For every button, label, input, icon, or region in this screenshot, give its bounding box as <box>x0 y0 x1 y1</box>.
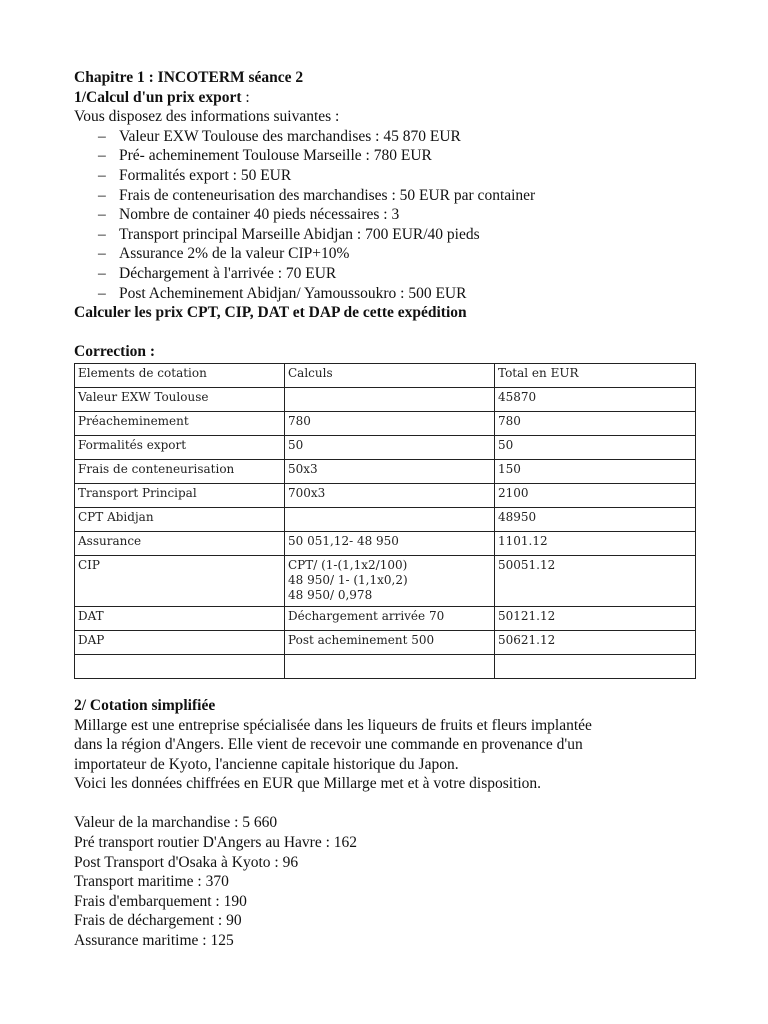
table-cell: 150 <box>495 459 696 483</box>
table-cell: 50121.12 <box>495 606 696 630</box>
table-header-cell: Total en EUR <box>495 363 696 387</box>
data-line: Frais d'embarquement : 190 <box>74 892 247 910</box>
table-cell: 50x3 <box>285 459 495 483</box>
info-item: – Formalités export : 50 EUR <box>98 166 714 186</box>
section1-heading <box>74 88 714 108</box>
table-row <box>75 435 696 459</box>
table-cell: Assurance <box>75 531 285 555</box>
data-line: Assurance maritime : 125 <box>74 932 234 950</box>
table-cell: 50051.12 <box>495 555 696 606</box>
table-cell <box>285 654 495 678</box>
table-header-cell: Elements de cotation <box>75 363 285 387</box>
info-item: – Frais de conteneurisation des marchandises : 50 EUR par container <box>98 186 714 206</box>
correction-label: Correction : <box>74 343 156 361</box>
table-row <box>75 606 696 630</box>
table-cell: 50 051,12- 48 950 <box>285 531 495 555</box>
table-cell: Transport Principal <box>75 483 285 507</box>
table-header-cell: Calculs <box>285 363 495 387</box>
table-row <box>75 483 696 507</box>
info-item: – Assurance 2% de la valeur CIP+10% <box>98 244 714 264</box>
table-cell: 50 <box>285 435 495 459</box>
table-cell <box>285 387 495 411</box>
table-cell: 700x3 <box>285 483 495 507</box>
table-cell: DAT <box>75 606 285 630</box>
table-cell: 780 <box>495 411 696 435</box>
table-cell: Déchargement arrivée 70 <box>285 606 495 630</box>
info-item: – Valeur EXW Toulouse des marchandises : 45 870 EUR <box>98 127 714 147</box>
paragraph-line: dans la région d'Angers. Elle vient de recevoir une commande en provenance d'un <box>74 736 583 754</box>
paragraph-line: Voici les données chiffrées en EUR que Millarge met et à votre disposition. <box>74 775 542 793</box>
spacer <box>74 794 714 814</box>
document-page <box>74 68 714 951</box>
data-line: Pré transport routier D'Angers au Havre : 162 <box>74 834 358 852</box>
table-cell: DAP <box>75 630 285 654</box>
table-cell: Post acheminement 500 <box>285 630 495 654</box>
table-cell <box>285 507 495 531</box>
table-row <box>75 387 696 411</box>
table-row <box>75 411 696 435</box>
table-header-row <box>75 363 696 387</box>
spacer <box>74 323 714 343</box>
info-item: – Pré- acheminement Toulouse Marseille : 780 EUR <box>98 146 714 166</box>
paragraph-line: importateur de Kyoto, l'ancienne capitale historique du Japon. <box>74 755 459 773</box>
section1-title: 1/Calcul d'un prix export <box>74 88 242 106</box>
table-cell: 48950 <box>495 507 696 531</box>
info-item: – Déchargement à l'arrivée : 70 EUR <box>98 264 714 284</box>
question-text: Calculer les prix CPT, CIP, DAT et DAP de cette expédition <box>74 304 467 322</box>
paragraph-line: Millarge est une entreprise spécialisée dans les liqueurs de fruits et fleurs implantée <box>74 716 592 734</box>
table-row <box>75 531 696 555</box>
table-row <box>75 507 696 531</box>
info-item: – Transport principal Marseille Abidjan : 700 EUR/40 pieds <box>98 225 714 245</box>
table-row <box>75 630 696 654</box>
intro-text: Vous disposez des informations suivantes : <box>74 108 340 126</box>
table-cell: Valeur EXW Toulouse <box>75 387 285 411</box>
spacer <box>74 679 714 696</box>
table-row <box>75 459 696 483</box>
table-cell: 2100 <box>495 483 696 507</box>
table-cell: CPT/ (1-(1,1x2/100) 48 950/ 1- (1,1x0,2) 48 950/ 0,978 <box>285 555 495 606</box>
table-cell: 50 <box>495 435 696 459</box>
section2-title: 2/ Cotation simplifiée <box>74 696 216 714</box>
table-cell: Formalités export <box>75 435 285 459</box>
table-cell <box>75 654 285 678</box>
correction-table <box>74 363 696 679</box>
table-cell <box>495 654 696 678</box>
chapter-title: Chapitre 1 : INCOTERM séance 2 <box>74 69 304 86</box>
info-item: – Nombre de container 40 pieds nécessaires : 3 <box>98 205 714 225</box>
table-row <box>75 654 696 678</box>
section1-title-suffix: : <box>241 88 250 106</box>
table-cell: 45870 <box>495 387 696 411</box>
data-line: Valeur de la marchandise : 5 660 <box>74 814 278 832</box>
table-cell: CPT Abidjan <box>75 507 285 531</box>
info-item: – Post Acheminement Abidjan/ Yamoussoukro : 500 EUR <box>98 284 714 304</box>
table-cell: 780 <box>285 411 495 435</box>
data-line: Transport maritime : 370 <box>74 873 229 891</box>
table-cell: Frais de conteneurisation <box>75 459 285 483</box>
data-line: Frais de déchargement : 90 <box>74 912 242 930</box>
table-cell: Préacheminement <box>75 411 285 435</box>
table-cell: 50621.12 <box>495 630 696 654</box>
table-row <box>75 555 696 606</box>
table-cell: CIP <box>75 555 285 606</box>
data-line: Post Transport d'Osaka à Kyoto : 96 <box>74 853 299 871</box>
info-list <box>74 127 714 303</box>
table-cell: 1101.12 <box>495 531 696 555</box>
